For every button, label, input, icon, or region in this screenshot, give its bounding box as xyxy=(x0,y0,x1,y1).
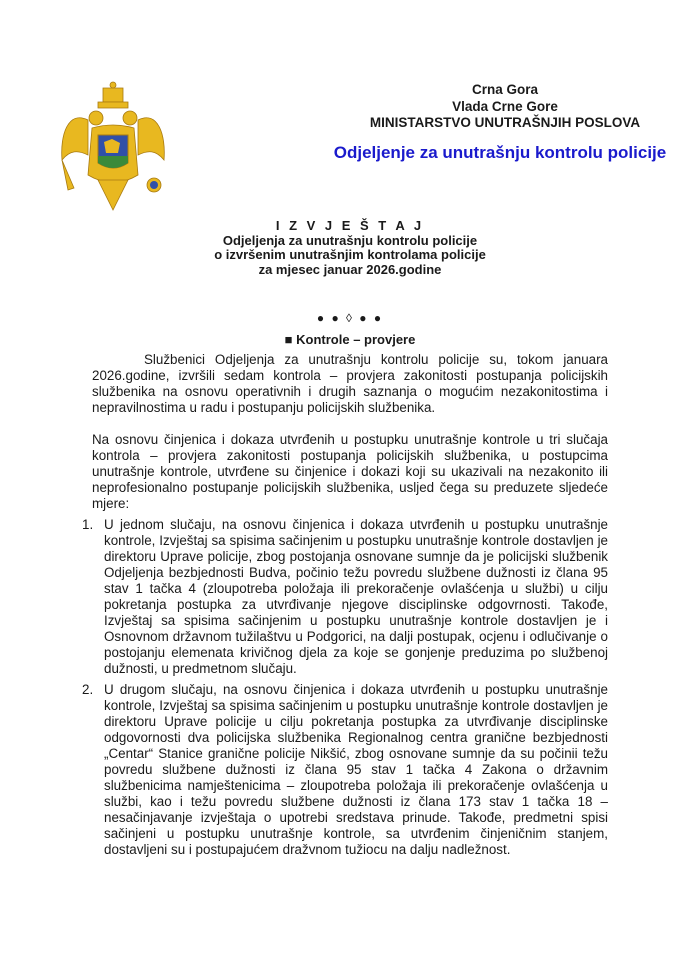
paragraph-intro: Službenici Odjeljenja za unutrašnju kontrolu policije su, tokom januara 2026.godine, izvršili sedam kontrola – provjera zakonitosti postupanja policijskih službenika na osnovu operativnih i drugih saznanja o mogućim nezakonitostima i nepravilnostima u radu i postupanju policijskih službenika. xyxy=(92,352,608,415)
header-department: Odjeljenje za unutrašnju kontrolu policije xyxy=(333,143,667,162)
report-subtitle-3: za mjesec januar 2026.godine xyxy=(258,261,442,277)
report-title: I Z V J E Š T A J xyxy=(275,218,425,233)
montenegro-coat-of-arms xyxy=(58,80,168,215)
list-item-text: U jednom slučaju, na osnovu činjenica i dokaza utvrđenih u postupku unutrašnje kontrole, Izvještaj sa spisima sačinjenim u postupku unutrašnje kontrole dostavljen je direktoru Uprave policije, zbog postojanja osnovane sumnje da je policijski službenik Odjeljenja bezbjednosti Budva, počinio težu povredu službene dužnosti iz člana 95 stav 1 tačka 4 (zloupotreba položaja ili prekoračenje ovlašćenja u službi) u cilju pokretanja postupka za utvrđivanje njegove disciplinske odgovrnosti. Takođe, Izvještaj sa spisima sačinjenim u postupku unutrašnje kontrole dostavljen je i Osnovnom državnom tužilaštvu u Podgorici, na dalji postupak, ocjenu i odlučivanje o postojanju elemenata krivičnog djela za koje se gonjenje preduzima po službenoj dužnosti, u predmetnom slučaju. xyxy=(104,517,608,676)
square-bullet-icon: ■ xyxy=(284,332,293,347)
list-item xyxy=(82,517,608,677)
header-government: Vlada Crne Gore xyxy=(452,98,558,114)
header-ministry: MINISTARSTVO UNUTRAŠNJIH POSLOVA xyxy=(369,115,641,130)
list-item xyxy=(82,682,608,858)
list-item-text: U drugom slučaju, na osnovu činjenica i dokaza utvrđenih u postupku unutrašnje kontrole, Izvještaj sa spisima sačinjenim u postupku unutrašnje kontrole dostavljen je direktoru Uprave policije u cilju pokretanja postupka za utvrđivanje disciplinske odgovornosti dva policijska službenika Regionalnog centra granične bezbjednosti „Centar“ Stanice granične policije Nikšić, zbog osnovane sumnje da su počinii težu povredu službene dužnosti iz člana 95 stav 1 tačka 4 Zakona o državnim službenicima namještenicima – zloupotreba položaja ili prekoračenje ovlašćenja u službi, kao i težu povredu službene dužnosti iz člana 173 stav 1 tačka 18 – nesačinjavanje izvještaja o upotrebi sredstava prinude. Takođe, predmetni spisi sačinjeni u postupku unutrašnje kontrole, sa utvrđenim činjeničnim stanjem, dostavljeni su i postupajućem dražvnom tužiocu na dalju nadležnost. xyxy=(104,682,608,857)
header-country: Crna Gora xyxy=(471,82,539,97)
paragraph-findings: Na osnovu činjenica i dokaza utvrđenih u postupku unutrašnje kontrole u tri slučaja kontrola – provjera zakonitosti postupanja policijskih službenika, u postupcima unutrašnje kontrole, utvrđene su činjenice i dokazi koji su ukazivali na nezakonito ili neprofesionalno postupanje policijskih službenika, usljed čega su preduzete sljedeće mjere: xyxy=(92,432,608,511)
section-title: Kontrole – provjere xyxy=(296,332,416,347)
report-title-block xyxy=(150,219,550,277)
list-number: 1. xyxy=(82,517,94,532)
report-subtitle-1: Odjeljenja za unutrašnju kontrolu policije xyxy=(222,232,478,248)
section-heading xyxy=(200,332,500,347)
report-subtitle-2: o izvršenim unutrašnjim kontrolama policije xyxy=(214,247,486,262)
separator-ornament: ● ● ◊ ● ● xyxy=(316,311,384,325)
list-number: 2. xyxy=(82,682,94,697)
